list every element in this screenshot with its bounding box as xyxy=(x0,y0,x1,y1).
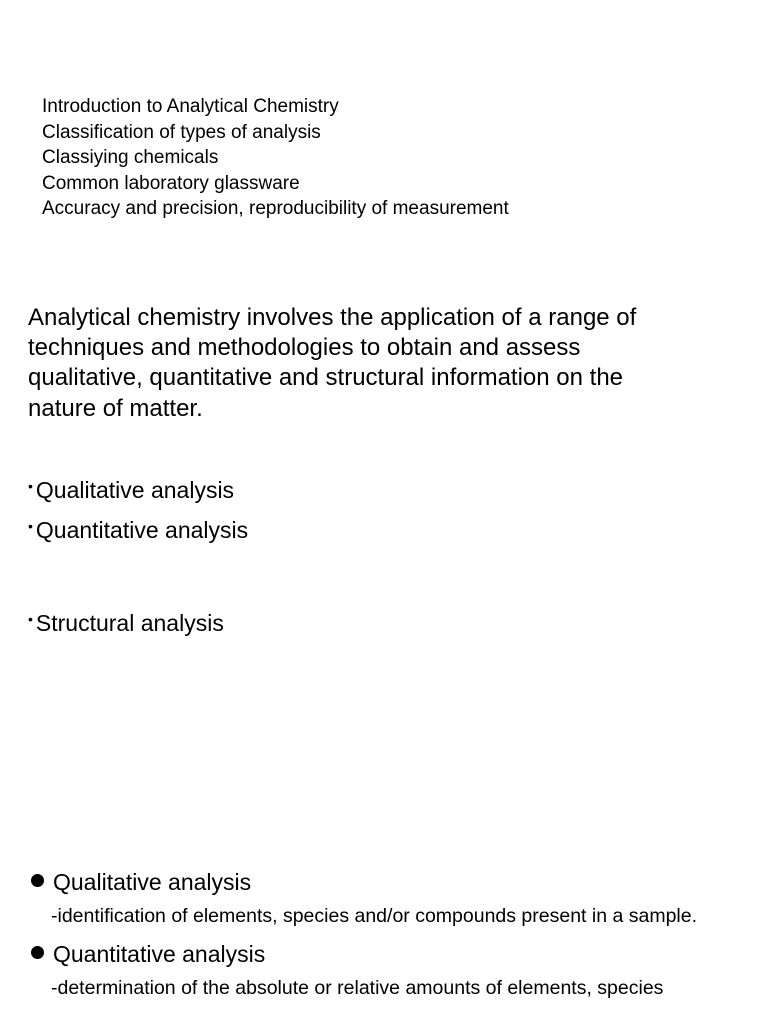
definitions-list xyxy=(28,867,740,1011)
bullet-icon xyxy=(31,946,44,959)
bullet-icon: • xyxy=(28,518,33,534)
contents-item: Introduction to Analytical Chemistry xyxy=(42,96,339,117)
bullet-icon xyxy=(31,874,44,887)
contents-item: Classiying chemicals xyxy=(42,147,219,169)
bullet-item xyxy=(28,610,224,637)
bullet-label: Quantitative analysis xyxy=(35,517,249,543)
bullet-label: Structural analysis xyxy=(35,610,224,636)
definition-term xyxy=(28,939,740,969)
definition-description: -identification of elements, species and/or compounds present in a sample. xyxy=(51,905,698,927)
contents-item: Common laboratory glassware xyxy=(42,172,300,194)
contents-item: Accuracy and precision, reproducibility of measurement xyxy=(42,198,509,220)
definition-term xyxy=(28,867,740,897)
bullet-item xyxy=(28,517,248,544)
definition-term-label: Quantitative analysis xyxy=(53,941,266,967)
definition-description: -determination of the absolute or relative amounts of elements, species xyxy=(51,977,664,999)
definition-item xyxy=(28,867,740,929)
definition-item xyxy=(28,939,740,1001)
definition-term-label: Qualitative analysis xyxy=(53,869,252,895)
bullet-item xyxy=(28,477,234,504)
contents-list xyxy=(42,94,509,222)
intro-paragraph: Analytical chemistry involves the application of a range of techniques and methodologies to obtain and assess qualitative, quantitative and structural information on the nature of matter. xyxy=(28,304,637,422)
contents-item: Classification of types of analysis xyxy=(42,121,321,143)
bullet-label: Qualitative analysis xyxy=(35,477,235,503)
bullet-icon: • xyxy=(28,478,33,494)
bullet-icon: • xyxy=(28,611,33,627)
